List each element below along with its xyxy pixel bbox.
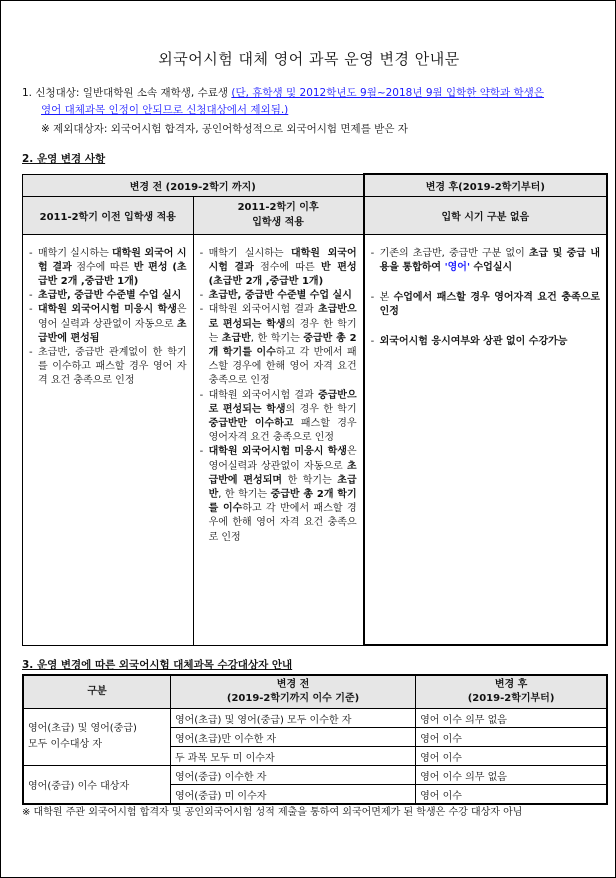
target-table [22, 674, 608, 805]
list-item [200, 389, 357, 446]
group1-label-line2: 모두 이수대상 자 [28, 739, 102, 750]
list-item-text: 초급반, 중급반 수준별 수업 실시 [38, 290, 182, 302]
list-item-text: 중급반만 이수하고 [208, 417, 294, 429]
list-item-text: 대학원 외국어 시험 결과 [38, 247, 187, 273]
table-cell-after: 영어 이수 [416, 785, 607, 805]
list-item-text: , 한 학기는 [218, 488, 271, 500]
list-item-text: 의 경우 한 학기는 [208, 318, 357, 344]
list-item [29, 303, 187, 346]
list-item-text: 한 학기는 [282, 474, 338, 486]
list-item-text: 매학기 실시하는 [208, 247, 291, 259]
list-item-text: 대학원 외국어 시험 결과 [208, 247, 357, 273]
after-header: 변경 후(2019-2학기부터) [364, 174, 607, 196]
list-item-text: '영어' [444, 261, 471, 273]
list-item-text: 대학원 외국어시험 결과 [208, 389, 318, 401]
col2-subheader [193, 196, 364, 234]
list-item-text: 중급반 총 2개 학기를 이수 [208, 488, 357, 515]
list-item-text: 은 영어실력과 상관없이 자동으로 [208, 446, 357, 472]
list-item-text: 초급반, 중급반 수준별 수업 실시 [208, 290, 352, 302]
col1-body [23, 234, 194, 645]
list-item [200, 289, 357, 303]
before-col-header [170, 675, 415, 709]
page-title: 외국어시험 대체 영어 과목 운영 변경 안내문 [158, 50, 460, 68]
after-col-header-line1: 변경 후 [494, 679, 528, 690]
list-item-text: 본 [379, 291, 394, 303]
list-item-text: 수업실시 [470, 261, 513, 273]
list-item [29, 247, 187, 290]
table-cell-after: 영어 이수 의무 없음 [416, 766, 607, 785]
section2-heading: 2. 운영 변경 사항 [22, 153, 106, 165]
col2-subheader-line2: 입학생 적용 [252, 217, 304, 228]
list-item-text: 초급반으로 편성되는 학생 [208, 304, 357, 330]
list-item-text: 외국어시험 응시여부와 상관 없이 수강가능 [379, 336, 568, 348]
after-col-header [416, 675, 607, 709]
list-item-text: 점수에 따른 [71, 261, 134, 273]
change-table [22, 173, 608, 646]
group2-label: 영어(중급) 이수 대상자 [23, 766, 170, 805]
col1-subheader: 2011-2학기 이전 입학생 적용 [23, 196, 194, 234]
list-item-text: 매학기 실시하는 [38, 247, 112, 259]
list-item-text: 초급반에 편성됨 [38, 318, 187, 344]
table-cell-after: 영어 이수 [416, 747, 607, 766]
list-item-text: 초급 및 중급 내용을 통합하여 [379, 247, 601, 273]
list-item-text: 중급반 총 2개 학기를 이수 [208, 332, 357, 358]
list-item-text: 대학원 외국어시험 결과 [208, 304, 318, 316]
list-item-text: 초급반, 중급반 관계없이 한 학기를 이수하고 패스할 경우 영어 자격 요건 충족으로 인정 [38, 346, 187, 387]
col1-list [29, 247, 187, 389]
list-item [200, 303, 357, 388]
table-cell-before: 영어(중급) 이수한 자 [170, 766, 415, 785]
col2-subheader-line1: 2011-2학기 이후 [237, 202, 319, 213]
section3-heading: 3. 운영 변경에 따른 외국어시험 대체과목 수강대상자 안내 [22, 659, 293, 671]
list-item-text: 중급반으로 편성되는 학생 [208, 389, 357, 415]
col3-list [371, 247, 600, 350]
list-item [200, 247, 357, 290]
list-item-text: 반 편성 (초급반 2개 ,중급반 1개) [208, 261, 357, 287]
col3-subheader: 입학 시기 구분 없음 [364, 196, 607, 234]
col2-list [200, 247, 357, 545]
group1-label [23, 709, 170, 766]
list-item-text: 대학원 외국어시험 미응시 학생 [38, 304, 177, 316]
table-cell-before: 두 과목 모두 미 이수자 [170, 747, 415, 766]
list-item-text: 패스할 경우 영어자격 요건 충족으로 인정 [208, 417, 357, 444]
list-item-text: 대학원 외국어시험 미응시 학생 [208, 446, 347, 458]
before-col-header-line1: 변경 전 [276, 679, 310, 690]
table-cell-after: 영어 이수 의무 없음 [416, 709, 607, 728]
list-item [29, 289, 187, 303]
list-item [29, 346, 187, 389]
table-cell-after: 영어 이수 [416, 728, 607, 747]
list-item [371, 291, 600, 319]
category-header: 구분 [23, 675, 170, 709]
exclusion-note: ※ 제외대상자: 외국어시험 합격자, 공인어학성적으로 외국어시험 면제를 받은 자 [41, 123, 408, 135]
group1-label-line1: 영어(초급) 및 영어(중급) [28, 723, 137, 734]
list-item-text: 하고 각 반에서 패스할 경우에 한해 영어 자격 요건 충족으로 인정 [208, 346, 357, 387]
after-col-header-line2: (2019-2학기부터) [467, 693, 555, 704]
list-item-text: 하고 각 반에서 패스할 경우에 한해 영어 자격 요건 충족으로 인정 [208, 503, 357, 543]
table-cell-before: 영어(초급) 및 영어(중급) 모두 이수한 자 [170, 709, 415, 728]
list-item [200, 445, 357, 544]
table-cell-before: 영어(초급)만 이수한 자 [170, 728, 415, 747]
eligibility-exception-2: 영어 대체과목 인정이 안되므로 신청대상에서 제외됨.) [41, 104, 289, 116]
list-item-text: 초급반에 편성되며 [208, 460, 357, 486]
list-item-text: 초급반 [221, 332, 251, 344]
eligibility-lead: 1. 신청대상: 일반대학원 소속 재학생, 수료생 [22, 87, 229, 99]
footnote: ※ 대학원 주관 외국어시험 합격자 및 공인외국어시험 성적 제출을 통하여 외국어면제가 된 학생은 수강 대상자 아님 [22, 807, 523, 818]
list-item-text: 의 경우 한 학기 [285, 403, 357, 415]
list-item-text: 점수에 따른 [253, 261, 322, 273]
list-item-text: 반 편성 (초급반 2개 ,중급반 1개) [38, 261, 187, 287]
eligibility-paragraph [22, 85, 602, 102]
list-item-text: 수업에서 패스할 경우 영어자격 요건 충족으로 인정 [379, 291, 600, 318]
list-item-text: 기존의 초급반, 중급반 구분 없이 [379, 247, 529, 259]
before-col-header-line2: (2019-2학기까지 이수 기준) [226, 693, 360, 704]
table-cell-before: 영어(중급) 미 이수자 [170, 785, 415, 805]
list-item [371, 335, 600, 349]
list-item-text: , 한 학기는 [250, 332, 304, 344]
list-item-text: 초급반 [208, 474, 357, 500]
col3-body [364, 234, 607, 645]
list-item-text: 은 영어 실력과 상관없이 자동으로 [38, 304, 187, 330]
list-item [371, 247, 600, 275]
col2-body [193, 234, 364, 645]
eligibility-exception-1: (단, 휴학생 및 2012학년도 9월~2018년 9월 입학한 약학과 학생은 [231, 87, 544, 99]
before-header: 변경 전 (2019-2학기 까지) [23, 174, 364, 196]
